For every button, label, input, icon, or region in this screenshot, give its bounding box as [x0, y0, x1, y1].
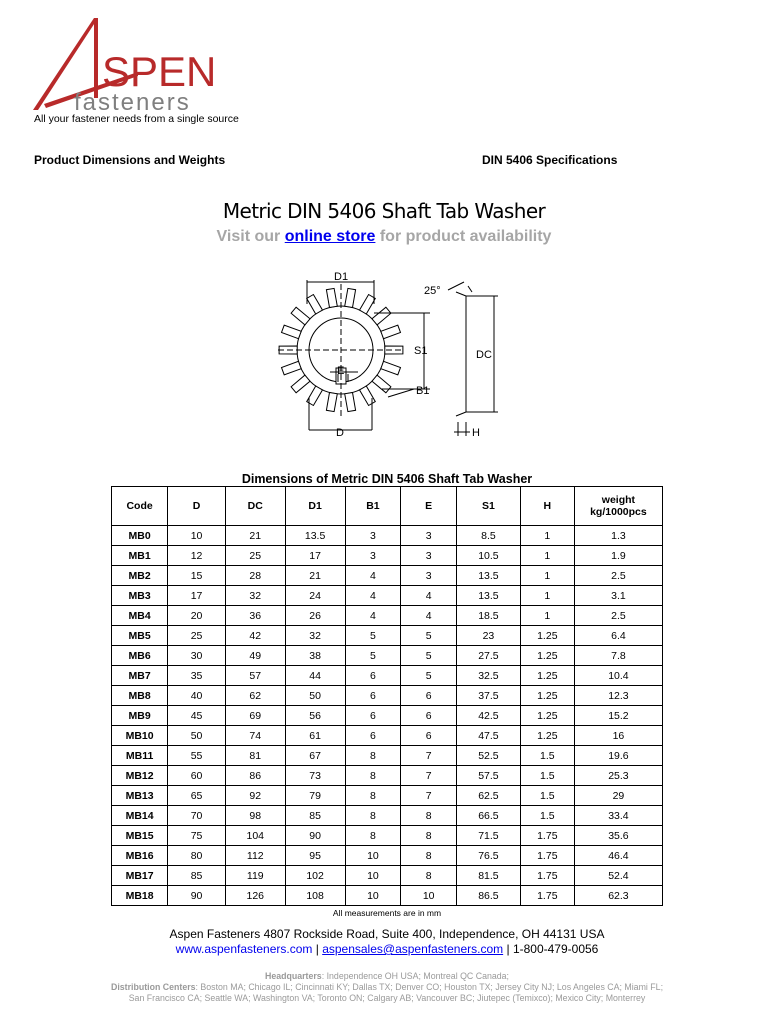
table-row: [112, 526, 663, 546]
table-row: [112, 626, 663, 646]
table-cell: 3: [401, 546, 457, 566]
table-cell: 37.5: [457, 686, 521, 706]
table-cell: 57: [225, 666, 285, 686]
table-cell: 6: [401, 686, 457, 706]
table-cell: 1.3: [574, 526, 662, 546]
table-cell: 7: [401, 746, 457, 766]
code-cell: MB0: [112, 526, 168, 546]
table-cell: 1: [520, 566, 574, 586]
code-cell: MB10: [112, 726, 168, 746]
table-cell: 74: [225, 726, 285, 746]
table-cell: 8: [345, 826, 401, 846]
address: Aspen Fasteners 4807 Rockside Road, Suite 400, Independence, OH 44131 USA: [169, 927, 605, 941]
table-cell: 10: [345, 866, 401, 886]
code-cell: MB13: [112, 786, 168, 806]
table-cell: 76.5: [457, 846, 521, 866]
table-cell: 61: [285, 726, 345, 746]
table-cell: 21: [225, 526, 285, 546]
table-cell: 15: [168, 566, 226, 586]
table-row: [112, 646, 663, 666]
table-cell: 57.5: [457, 766, 521, 786]
table-cell: 40: [168, 686, 226, 706]
table-cell: 4: [401, 606, 457, 626]
table-cell: 69: [225, 706, 285, 726]
column-header: D: [168, 487, 226, 526]
table-cell: 25: [225, 546, 285, 566]
table-row: [112, 566, 663, 586]
washer-tooth: [360, 295, 376, 315]
table-row: [112, 846, 663, 866]
table-cell: 75: [168, 826, 226, 846]
code-cell: MB5: [112, 626, 168, 646]
table-cell: 10: [345, 846, 401, 866]
distribution-line: [0, 982, 768, 993]
label-angle: 25°: [424, 285, 441, 297]
table-cell: 8: [401, 806, 457, 826]
hq-value: : Independence OH USA; Montreal QC Canada;: [321, 971, 509, 981]
washer-tooth: [282, 325, 302, 339]
table-cell: 10.5: [457, 546, 521, 566]
table-cell: 8: [345, 766, 401, 786]
table-cell: 112: [225, 846, 285, 866]
table-cell: 81: [225, 746, 285, 766]
table-cell: 1.25: [520, 666, 574, 686]
table-cell: 15.2: [574, 706, 662, 726]
table-cell: 29: [574, 786, 662, 806]
table-cell: 92: [225, 786, 285, 806]
table-cell: 8: [401, 846, 457, 866]
table-row: [112, 886, 663, 906]
table-title: Dimensions of Metric DIN 5406 Shaft Tab Washer: [241, 472, 533, 486]
label-b1: B1: [416, 385, 430, 397]
table-cell: 2.5: [574, 606, 662, 626]
table-cell: 17: [168, 586, 226, 606]
table-cell: 6: [401, 706, 457, 726]
table-cell: 25.3: [574, 766, 662, 786]
header-right: DIN 5406 Specifications: [482, 153, 618, 167]
table-body: [112, 526, 663, 906]
measurement-note: All measurements are in mm: [332, 908, 442, 918]
column-header: S1: [457, 487, 521, 526]
table-cell: 17: [285, 546, 345, 566]
table-cell: 38: [285, 646, 345, 666]
table-cell: 71.5: [457, 826, 521, 846]
table-row: [112, 546, 663, 566]
table-cell: 1.5: [520, 746, 574, 766]
aspen-fasteners-logo: [30, 14, 260, 124]
code-cell: MB7: [112, 666, 168, 686]
distribution-line-2: San Francisco CA; Seattle WA; Washington VA; Toronto ON; Calgary AB; Vancouver BC; Jiutepec (Temixco); Mexico City; Monterrey: [128, 993, 646, 1003]
washer-tooth: [307, 295, 323, 315]
washer-tooth: [282, 361, 302, 375]
table-cell: 7: [401, 786, 457, 806]
table-cell: 36: [225, 606, 285, 626]
store-prefix: Visit our: [216, 228, 285, 245]
table-row: [112, 746, 663, 766]
dimensions-table: [111, 486, 663, 906]
table-cell: 3: [401, 526, 457, 546]
online-store-link[interactable]: online store: [284, 228, 376, 245]
table-cell: 119: [225, 866, 285, 886]
table-cell: 13.5: [285, 526, 345, 546]
table-cell: 62.3: [574, 886, 662, 906]
table-row: [112, 866, 663, 886]
table-cell: 1: [520, 606, 574, 626]
code-cell: MB11: [112, 746, 168, 766]
table-cell: 67: [285, 746, 345, 766]
table-row: [112, 826, 663, 846]
dc-value: : Boston MA; Chicago IL; Cincinnati KY; Dallas TX; Denver CO; Houston TX; Jersey City NJ; Los Angeles CA; Miami FL;: [195, 982, 664, 992]
washer-diagram: [270, 268, 510, 440]
table-cell: 50: [168, 726, 226, 746]
table-cell: 45: [168, 706, 226, 726]
table-cell: 70: [168, 806, 226, 826]
table-cell: 1.75: [520, 826, 574, 846]
table-cell: 47.5: [457, 726, 521, 746]
washer-tooth: [360, 386, 376, 406]
column-header: weight kg/1000pcs: [574, 487, 662, 526]
table-cell: 1.75: [520, 846, 574, 866]
table-cell: 46.4: [574, 846, 662, 866]
table-row: [112, 706, 663, 726]
table-cell: 49: [225, 646, 285, 666]
label-dc: DC: [476, 349, 492, 361]
washer-tooth: [345, 393, 356, 412]
logo-subword: fasteners: [74, 89, 191, 116]
table-cell: 1: [520, 546, 574, 566]
table-cell: 1.25: [520, 626, 574, 646]
table-cell: 3: [401, 566, 457, 586]
contact-line: [0, 942, 768, 956]
table-cell: 13.5: [457, 586, 521, 606]
table-cell: 6: [345, 686, 401, 706]
table-cell: 6.4: [574, 626, 662, 646]
email-link[interactable]: aspensales@aspenfasteners.com: [322, 942, 504, 956]
washer-tooth: [291, 307, 310, 325]
table-cell: 6: [401, 726, 457, 746]
dc-label: Distribution Centers: [110, 982, 196, 992]
table-cell: 10: [168, 526, 226, 546]
table-cell: 126: [225, 886, 285, 906]
table-cell: 7: [401, 766, 457, 786]
column-header: D1: [285, 487, 345, 526]
table-cell: 7.8: [574, 646, 662, 666]
code-cell: MB18: [112, 886, 168, 906]
table-cell: 8: [401, 826, 457, 846]
code-cell: MB2: [112, 566, 168, 586]
table-cell: 10: [345, 886, 401, 906]
table-cell: 42.5: [457, 706, 521, 726]
code-cell: MB17: [112, 866, 168, 886]
table-cell: 3: [345, 526, 401, 546]
table-cell: 8: [401, 866, 457, 886]
table-row: [112, 766, 663, 786]
table-cell: 62: [225, 686, 285, 706]
table-row: [112, 586, 663, 606]
table-cell: 98: [225, 806, 285, 826]
table-cell: 60: [168, 766, 226, 786]
table-row: [112, 686, 663, 706]
table-cell: 27.5: [457, 646, 521, 666]
code-cell: MB3: [112, 586, 168, 606]
table-cell: 79: [285, 786, 345, 806]
table-cell: 1.25: [520, 706, 574, 726]
table-cell: 65: [168, 786, 226, 806]
table-cell: 12: [168, 546, 226, 566]
table-row: [112, 806, 663, 826]
table-cell: 35: [168, 666, 226, 686]
code-cell: MB9: [112, 706, 168, 726]
washer-tooth: [291, 375, 310, 393]
table-cell: 25: [168, 626, 226, 646]
table-cell: 42: [225, 626, 285, 646]
column-header: DC: [225, 487, 285, 526]
table-cell: 1.5: [520, 766, 574, 786]
table-cell: 6: [345, 706, 401, 726]
table-cell: 1.5: [520, 786, 574, 806]
table-cell: 81.5: [457, 866, 521, 886]
header-left: Product Dimensions and Weights: [34, 153, 226, 167]
table-cell: 4: [401, 586, 457, 606]
separator: |: [503, 942, 513, 956]
table-row: [112, 786, 663, 806]
table-cell: 108: [285, 886, 345, 906]
table-cell: 80: [168, 846, 226, 866]
table-cell: 73: [285, 766, 345, 786]
table-cell: 33.4: [574, 806, 662, 826]
table-cell: 85: [168, 866, 226, 886]
table-cell: 6: [345, 666, 401, 686]
table-cell: 20: [168, 606, 226, 626]
table-cell: 50: [285, 686, 345, 706]
table-cell: 8: [345, 786, 401, 806]
table-cell: 30: [168, 646, 226, 666]
table-row: [112, 606, 663, 626]
table-cell: 1.75: [520, 866, 574, 886]
table-cell: 10: [401, 886, 457, 906]
table-cell: 5: [401, 646, 457, 666]
website-link[interactable]: www.aspenfasteners.com: [175, 942, 313, 956]
table-cell: 12.3: [574, 686, 662, 706]
table-cell: 1.25: [520, 646, 574, 666]
label-h: H: [472, 427, 480, 439]
locations-block: [0, 971, 768, 1004]
table-cell: 28: [225, 566, 285, 586]
table-cell: 95: [285, 846, 345, 866]
washer-tooth: [372, 307, 391, 325]
table-cell: 44: [285, 666, 345, 686]
table-cell: 86: [225, 766, 285, 786]
table-cell: 32: [225, 586, 285, 606]
table-cell: 90: [168, 886, 226, 906]
code-cell: MB8: [112, 686, 168, 706]
table-cell: 8.5: [457, 526, 521, 546]
table-cell: 66.5: [457, 806, 521, 826]
table-cell: 2.5: [574, 566, 662, 586]
store-line: [0, 228, 768, 246]
table-cell: 1.5: [520, 806, 574, 826]
tagline: All your fastener needs from a single source: [34, 113, 239, 125]
label-d1: D1: [334, 271, 349, 283]
table-cell: 4: [345, 566, 401, 586]
washer-tooth: [381, 325, 401, 339]
table-cell: 62.5: [457, 786, 521, 806]
logo-word: SPEN: [102, 48, 217, 95]
phone-number: 1-800-479-0056: [512, 942, 599, 956]
washer-tooth: [372, 375, 391, 393]
table-cell: 102: [285, 866, 345, 886]
table-cell: 4: [345, 586, 401, 606]
table-cell: 21: [285, 566, 345, 586]
table-cell: 90: [285, 826, 345, 846]
table-cell: 52.5: [457, 746, 521, 766]
table-cell: 8: [345, 746, 401, 766]
code-cell: MB15: [112, 826, 168, 846]
table-cell: 32: [285, 626, 345, 646]
code-cell: MB1: [112, 546, 168, 566]
washer-tooth: [381, 361, 401, 375]
table-cell: 3.1: [574, 586, 662, 606]
table-cell: 1.25: [520, 686, 574, 706]
table-cell: 23: [457, 626, 521, 646]
table-cell: 16: [574, 726, 662, 746]
store-suffix: for product availability: [375, 228, 552, 245]
table-row: [112, 726, 663, 746]
column-header: H: [520, 487, 574, 526]
table-cell: 32.5: [457, 666, 521, 686]
code-cell: MB12: [112, 766, 168, 786]
separator: |: [312, 942, 323, 956]
table-cell: 1.75: [520, 886, 574, 906]
table-cell: 13.5: [457, 566, 521, 586]
table-cell: 5: [345, 646, 401, 666]
table-row: [112, 666, 663, 686]
table-cell: 5: [345, 626, 401, 646]
table-cell: 10.4: [574, 666, 662, 686]
washer-tooth: [326, 393, 337, 412]
table-cell: 5: [401, 666, 457, 686]
code-cell: MB14: [112, 806, 168, 826]
table-cell: 56: [285, 706, 345, 726]
headquarters-line: [0, 971, 768, 982]
page-title: Metric DIN 5406 Shaft Tab Washer: [222, 199, 546, 223]
table-cell: 86.5: [457, 886, 521, 906]
column-header: E: [401, 487, 457, 526]
code-cell: MB4: [112, 606, 168, 626]
table-cell: 4: [345, 606, 401, 626]
table-cell: 85: [285, 806, 345, 826]
table-cell: 24: [285, 586, 345, 606]
table-cell: 1.25: [520, 726, 574, 746]
table-cell: 3: [345, 546, 401, 566]
code-cell: MB6: [112, 646, 168, 666]
hq-label: Headquarters: [264, 971, 322, 981]
code-cell: MB16: [112, 846, 168, 866]
table-cell: 104: [225, 826, 285, 846]
label-e: E: [337, 365, 345, 377]
label-d: D: [336, 427, 344, 439]
label-s1: S1: [414, 345, 428, 357]
washer-tooth: [326, 288, 337, 307]
table-cell: 19.6: [574, 746, 662, 766]
table-cell: 5: [401, 626, 457, 646]
washer-tooth: [345, 288, 356, 307]
column-header: B1: [345, 487, 401, 526]
table-cell: 6: [345, 726, 401, 746]
table-cell: 52.4: [574, 866, 662, 886]
table-cell: 1: [520, 586, 574, 606]
column-header: Code: [112, 487, 168, 526]
table-header-row: [112, 487, 663, 526]
table-cell: 1.9: [574, 546, 662, 566]
table-cell: 8: [345, 806, 401, 826]
table-cell: 55: [168, 746, 226, 766]
table-cell: 18.5: [457, 606, 521, 626]
table-cell: 35.6: [574, 826, 662, 846]
table-cell: 26: [285, 606, 345, 626]
table-cell: 1: [520, 526, 574, 546]
